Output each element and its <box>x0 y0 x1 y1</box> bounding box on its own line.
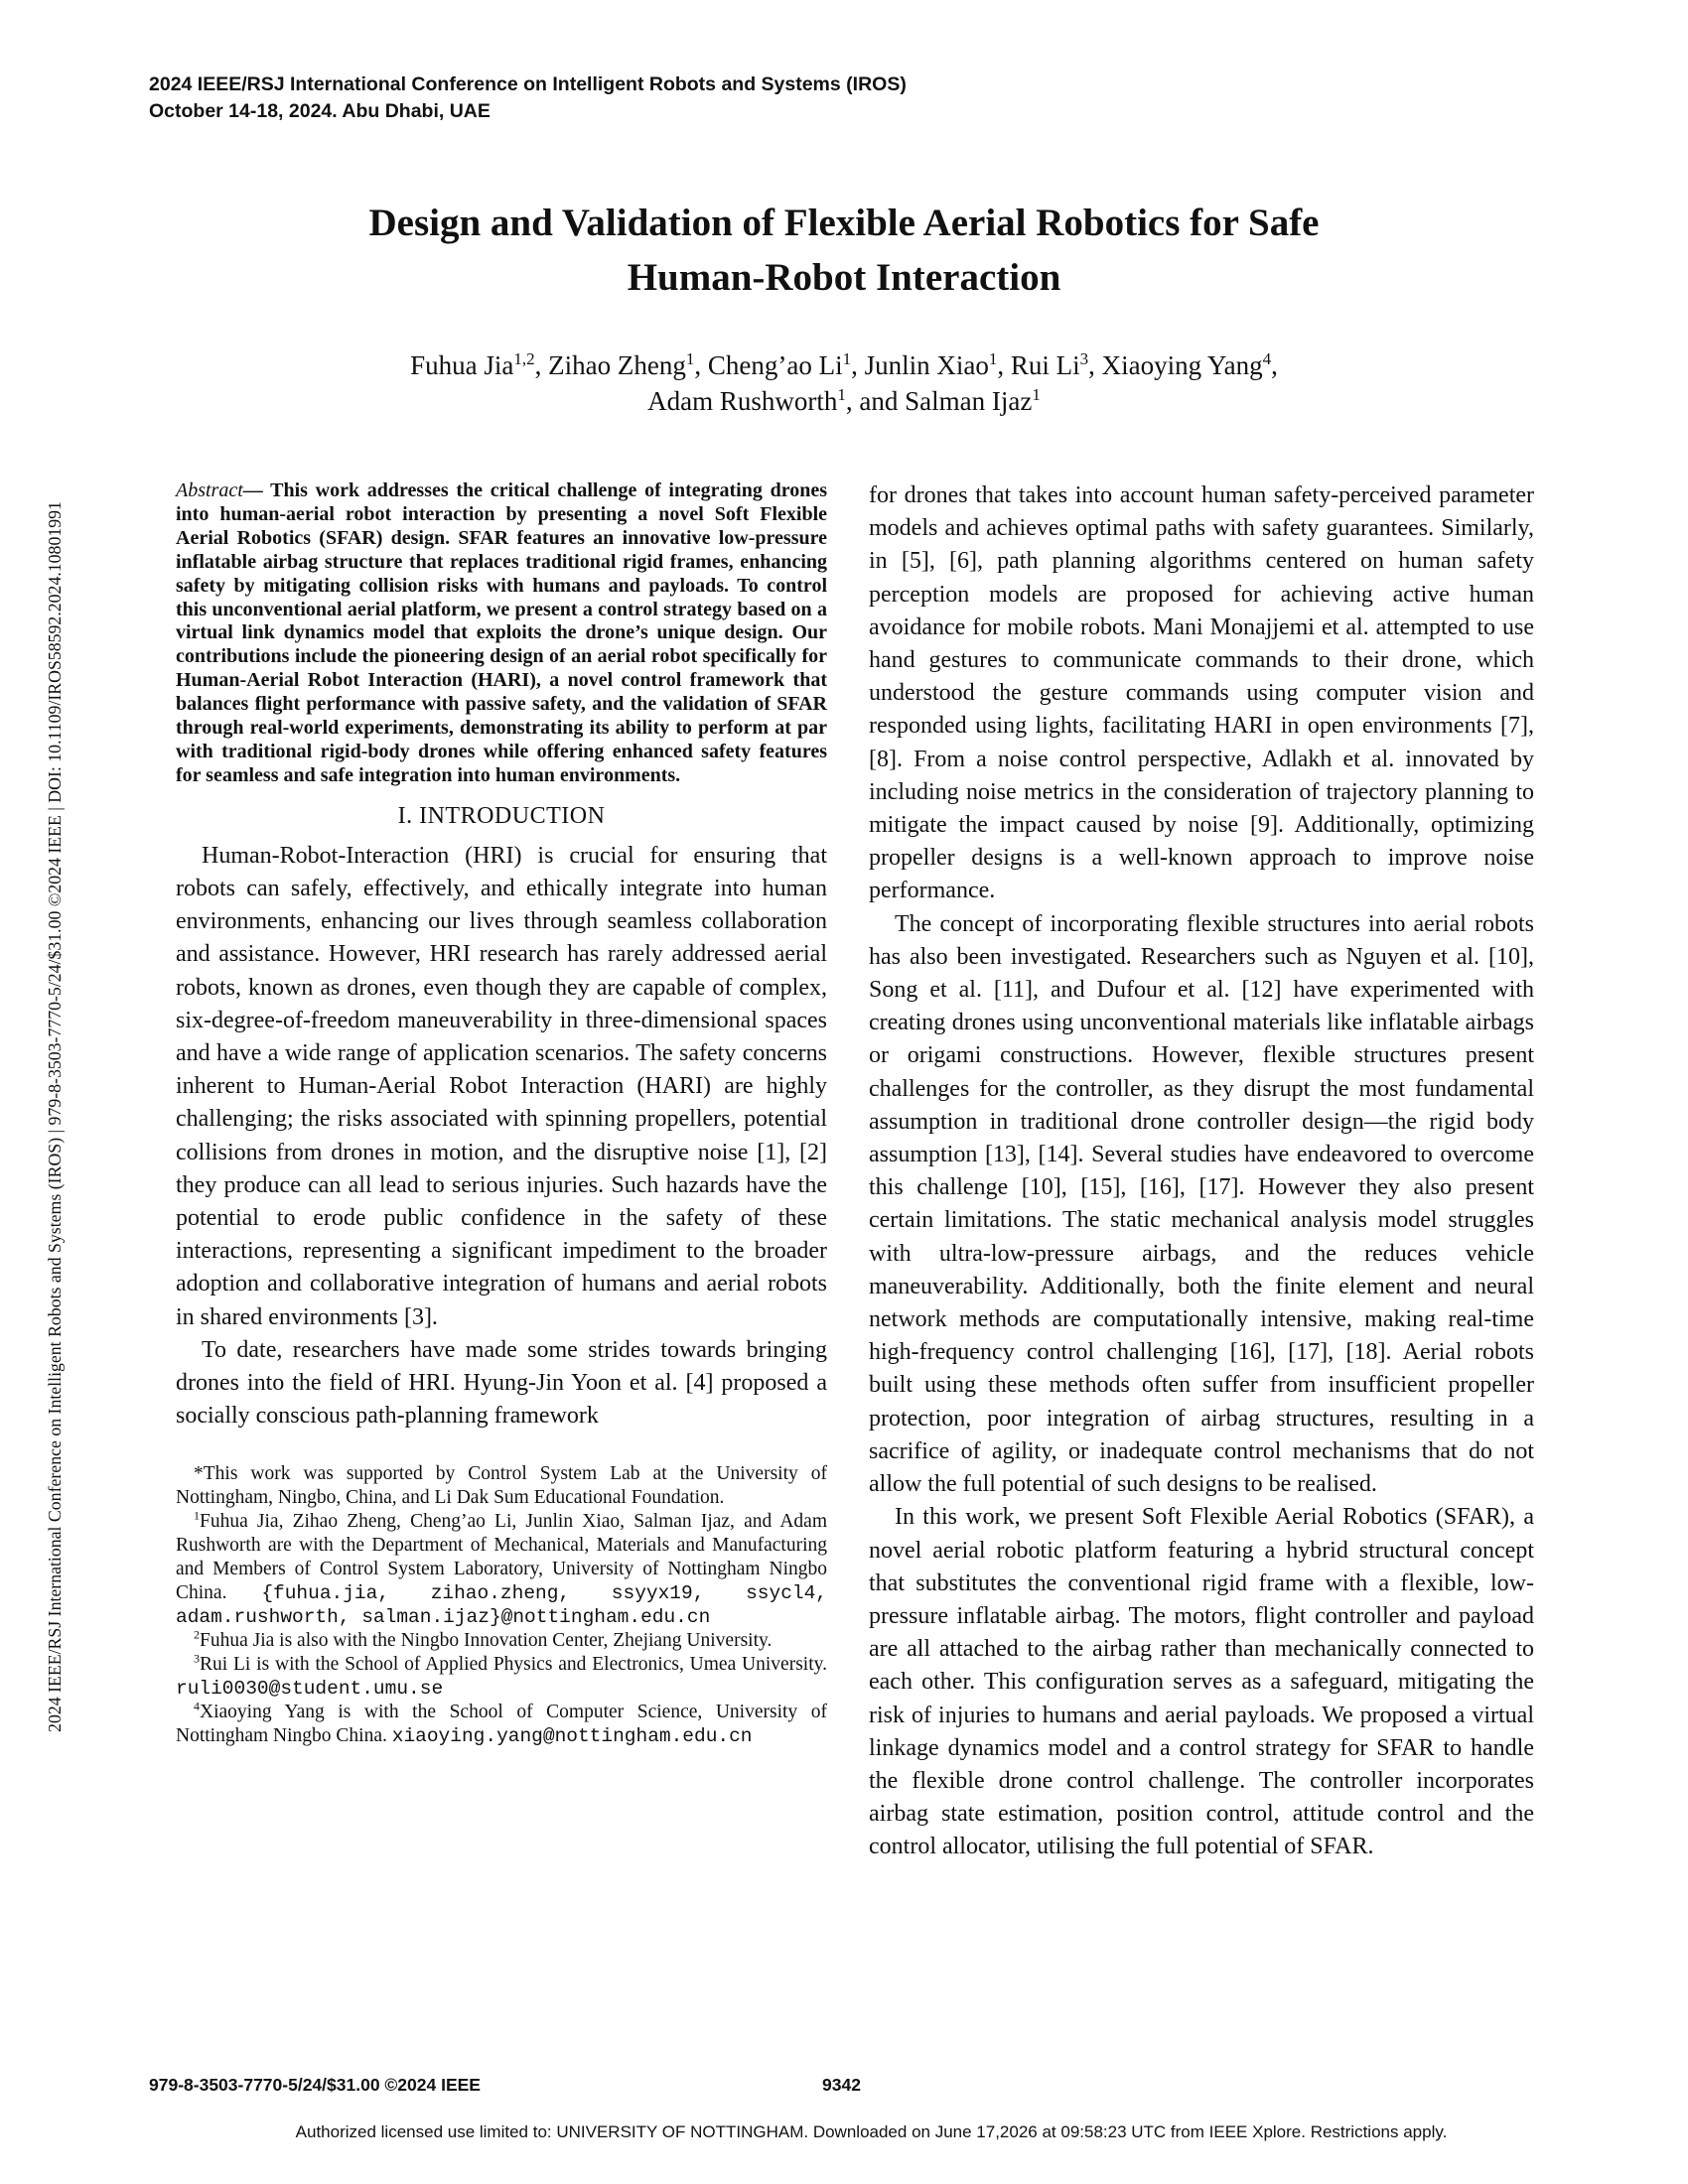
title-line-1: Design and Validation of Flexible Aerial Robotics for Safe <box>368 202 1320 244</box>
left-column <box>176 479 827 1748</box>
author: Salman Ijaz$^1$ <box>905 385 1041 416</box>
footnote-1: $^1$Fuhua Jia, Zihao Zheng, Cheng’ao Li, Junlin Xiao, Salman Ijaz, and Adam Rushworth are with the Department of Mechanical, Materials and Manufacturing and Members of Control System Laboratory, University of Nottingham Ningbo China. {fuhua.jia, zihao.zheng, ssyyx19, ssycl4, adam.rushworth, salman.ijaz}@nottingham.edu.cn <box>176 1508 827 1629</box>
author: Cheng’ao Li$^1$, <box>707 349 865 380</box>
author: Fuhua Jia$^{1,2}$, <box>410 349 549 380</box>
paragraph: for drones that takes into account human safety-perceived parameter models and achieves optimal paths with safety guarantees. Similarly, in [5], [6], path planning algorithms centered on human safety perception models are proposed for achieving active human avoidance for mobile robots. Mani Monajjemi et al. attempted to use hand gestures to communicate commands to their drone, which understood the gesture commands using computer vision and responded using lights, facilitating HARI in open environments [7], [8]. From a noise control perspective, Adlakh et al. innovated by including noise metrics in the consideration of trajectory planning to mitigate the impact caused by noise [9]. Additionally, optimizing propeller designs is a well-known approach to improve noise performance. <box>869 482 1534 904</box>
copyright-footer: 979-8-3503-7770-5/24/$31.00 ©2024 IEEE <box>149 2075 481 2095</box>
footnote-2: $^2$Fuhua Jia is also with the Ningbo Innovation Center, Zhejiang University. <box>194 1627 773 1652</box>
paper-title <box>149 196 1539 305</box>
paragraph: The concept of incorporating flexible structures into aerial robots has also been investigated. Researchers such as Nguyen et al. [10], Song et al. [11], and Dufour et al. [12] have experimented with creating drones using unconventional materials like inflatable airbags or origami constructions. However, flexible structures present challenges for the controller, as they disrupt the most fundamental assumption in traditional drone controller design—the rigid body assumption [13], [14]. Several studies have endeavored to overcome this challenge [10], [15], [16], [17]. However they also present certain limitations. The static mechanical analysis model struggles with ultra-low-pressure airbags, and the reduces vehicle maneuverability. Additionally, both the finite element and neural network methods are computationally intensive, making real-time high-frequency control challenging [16], [17], [18]. Aerial robots built using these methods often suffer from insufficient propeller protection, poor integration of airbag structures, resulting in a sacrifice of agility, or inadequate control mechanisms that do not allow the full potential of such designs to be realised. <box>869 910 1534 1498</box>
right-column <box>869 479 1534 1864</box>
paragraph: To date, researchers have made some strides towards bringing drones into the field of HRI. Hyung-Jin Yoon et al. [4] proposed a socially conscious path-planning framework <box>176 1336 827 1430</box>
footnote-email[interactable]: xiaoying.yang@nottingham.edu.cn <box>391 1725 753 1748</box>
title-line-2: Human-Robot Interaction <box>627 256 1061 299</box>
abstract-lead: Abstract <box>176 479 243 501</box>
author: Adam Rushworth$^1$, and <box>647 385 906 416</box>
conference-dates: October 14-18, 2024. Abu Dhabi, UAE <box>149 100 491 122</box>
footnote-4: $^4$Xiaoying Yang is with the School of Computer Science, University of Nottingham Ningbo China. xiaoying.yang@nottingham.edu.cn <box>176 1699 827 1748</box>
page-number: 9342 <box>822 2075 861 2095</box>
footnote-funding: *This work was supported by Control System Lab at the University of Nottingham, Ningbo, China, and Li Dak Sum Educational Foundation. <box>176 1463 827 1509</box>
conference-name: 2024 IEEE/RSJ International Conference on Intelligent Robots and Systems (IROS) <box>149 73 907 95</box>
author: Rui Li$^3$, <box>1010 349 1102 380</box>
abstract-text: — This work addresses the critical challenge of integrating drones into human-aerial robot interaction by presenting a novel Soft Flexible Aerial Robotics (SFAR) design. SFAR features an innovative low-pressure inflatable airbag structure that replaces traditional rigid frames, enhancing safety by mitigating collision risks with humans and payloads. To control this unconventional aerial platform, we present a control strategy based on a virtual link dynamics model that exploits the drone’s unique design. Our contributions include the pioneering design of an aerial robot specifically for Human-Aerial Robot Interaction (HARI), a novel control framework that balances flight performance with passive safety, and the validation of SFAR through real-world experiments, demonstrating its ability to perform at par with traditional rigid-body drones while offering enhanced safety features for seamless and safe integration into human environments. <box>176 479 827 786</box>
paragraph: In this work, we present Soft Flexible Aerial Robotics (SFAR), a novel aerial robotic platform featuring a hybrid structural concept that substitutes the conventional rigid frame with a flexible, low-pressure inflatable airbag. The motors, flight controller and payload are all attached to the airbag rather than mechanically connected to each other. This configuration serves as a safeguard, mitigating the risk of injuries to humans and aerial payloads. We proposed a virtual linkage dynamics model and a control strategy for SFAR to handle the flexible drone control challenge. The controller incorporates airbag state estimation, position control, attitude control and the control allocator, utilising the full potential of SFAR. <box>869 1504 1534 1860</box>
author-list <box>149 347 1539 419</box>
license-notice: Authorized licensed use limited to: UNIVERSITY OF NOTTINGHAM. Downloaded on June 17,2026 at 09:58:23 UTC from IEEE Xplore. Restrictions apply. <box>295 2122 1448 2141</box>
section-heading-introduction: I. INTRODUCTION <box>397 802 606 829</box>
abstract <box>176 479 827 788</box>
author: Xiaoying Yang$^4$, <box>1101 349 1278 380</box>
paragraph: Human-Robot-Interaction (HRI) is crucial for ensuring that robots can safely, effectively, and ethically integrate into human environments, enhancing our lives through seamless collaboration and assistance. However, HRI research has rarely addressed aerial robots, known as drones, even though they are capable of complex, six-degree-of-freedom maneuverability in three-dimensional spaces and have a wide range of application scenarios. The safety concerns inherent to Human-Aerial Robot Interaction (HARI) are highly challenging; the risks associated with spinning propellers, potential collisions from drones in motion, and the disruptive noise [1], [2] they produce can all lead to serious injuries. Such hazards have the potential to erode public confidence in the safety of these interactions, representing a significant impediment to the broader adoption and collaborative integration of humans and aerial robots in shared environments [3]. <box>176 842 827 1330</box>
conference-header <box>149 71 907 125</box>
author: Zihao Zheng$^1$, <box>548 349 708 380</box>
footnote-email[interactable]: ruli0030@student.umu.se <box>176 1678 444 1701</box>
author: Junlin Xiao$^1$, <box>864 349 1011 380</box>
footnotes <box>176 1462 827 1748</box>
doi-side-strip: 2024 IEEE/RSJ International Conference on Intelligent Robots and Systems (IROS) | 979-8-3503-7770-5/24/$31.00 ©2024 IEEE | DOI: 10.1109/IROS58592.2024.10801991 <box>45 501 65 1732</box>
footnote-3: $^3$Rui Li is with the School of Applied Physics and Electronics, Umea University. ruli0030@student.umu.se <box>176 1651 827 1701</box>
footnote-email[interactable]: {fuhua.jia, zihao.zheng, ssyyx19, ssycl4, adam.rushworth, salman.ijaz}@nottingham.edu.cn <box>176 1582 827 1629</box>
